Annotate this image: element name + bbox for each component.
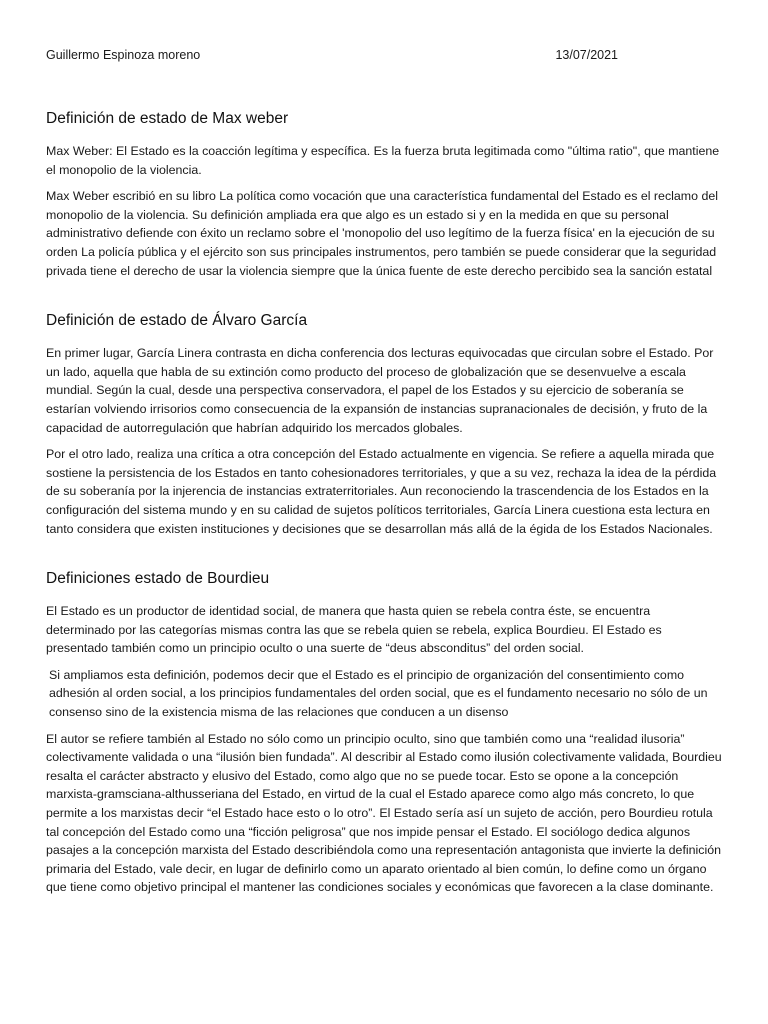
paragraph: Max Weber escribió en su libro La política como vocación que una característica fundamental del Estado es el reclamo del monopolio de la violencia. Su definición ampliada era que algo es un estado si y en la medida en que su personal administrativo defiende con éxito un reclamo sobre el 'monopolio del uso legítimo de la fuerza física' en la ejecución de su orden La policía pública y el ejército son sus principales instrumentos, pero también se puede considerar que la seguridad privada tiene el derecho de usar la violencia siempre que la única fuente de este derecho percibido sea la sanción estatal bbox=[46, 189, 718, 278]
section-title: Definición de estado de Álvaro García bbox=[46, 312, 308, 330]
paragraph: El Estado es un productor de identidad social, de manera que hasta quien se rebela contra éste, se encuentra determinado por las categorías mismas contra las que se rebela quien se rebela, explica Bourdieu. El Estado es presentado también como un principio oculto o una suerte de “deus absconditus” del orden social. bbox=[46, 604, 662, 656]
paragraph: Por el otro lado, realiza una crítica a otra concepción del Estado actualmente en vigencia. Se refiere a aquella mirada que sostiene la persistencia de los Estados en tanto cohesionadores territoriales, y que a su vez, rechaza la idea de la pérdida de su soberanía por la injerencia de instancias extraterritoriales. Aun reconociendo la trascendencia de los Estados en la configuración del sistema mundo y en su calidad de sujetos políticos territoriales, García Linera cuestiona esta lectura en tanto considera que existen instituciones y decisiones que se desarrollan más allá de la égida de los Estados Nacionales. bbox=[46, 447, 717, 536]
paragraph: Si ampliamos esta definición, podemos decir que el Estado es el principio de organización del consentimiento como adhesión al orden social, a los principios fundamentales del orden social, que es el fundamento necesario no sólo de un consenso sino de la existencia misma de las relaciones que conducen a un disenso bbox=[49, 667, 708, 720]
section-garcia bbox=[46, 310, 722, 538]
section-title: Definición de estado de Max weber bbox=[46, 110, 289, 127]
paragraph: En primer lugar, García Linera contrasta en dicha conferencia dos lecturas equivocadas que circulan sobre el Estado. Por un lado, aquella que habla de su extinción como producto del proceso de globalización que se desenvuelve a escala mundial. Según la cual, desde una perspectiva conservadora, el papel de los Estados y su ejercicio de soberanía se estarían volviendo irrisorios como consecuencia de la expansión de instancias supranacionales de decisión, y fruto de la capacidad de autorregulación que habrían adquirido los mercados globales. bbox=[46, 346, 714, 435]
section-bourdieu bbox=[46, 568, 722, 897]
section-title: Definiciones estado de Bourdieu bbox=[46, 570, 270, 588]
paragraph: El autor se refiere también al Estado no sólo como un principio oculto, sino que también como una “realidad ilusoria” colectivamente validada o una “ilusión bien fundada”. Al describir al Estado como ilusión colectivamente validada, Bourdieu resalta el carácter abstracto y elusivo del Estado, como algo que no se puede tocar. Esto se opone a la concepción marxista-gramsciana-althusseriana del Estado, en virtud de la cual el Estado aparece como algo más concreto, lo que permite a los marxistas decir “el Estado hace esto o lo otro”. El Estado sería así un sujeto de acción, pero Bourdieu rotula tal concepción del Estado como una “ficción peligrosa” que nos impide pensar el Estado. El sociólogo dedica algunos pasajes a la concepción marxista del Estado describiéndola como una representación antagonista que invierte la definición primaria del Estado, vale decir, en lugar de definirlo como un aparato orientado al bien común, lo define como un órgano que tiene como objetivo principal el mantener las condiciones sociales y económicas que favorecen a la clase dominante. bbox=[46, 731, 722, 895]
document-header bbox=[46, 46, 722, 64]
section-weber bbox=[46, 108, 722, 280]
author-name: Guillermo Espinoza moreno bbox=[46, 48, 201, 62]
paragraph: Max Weber: El Estado es la coacción legítima y específica. Es la fuerza bruta legitimada como "última ratio", que mantiene el monopolio de la violencia. bbox=[46, 144, 720, 177]
document-date: 13/07/2021 bbox=[555, 48, 618, 62]
